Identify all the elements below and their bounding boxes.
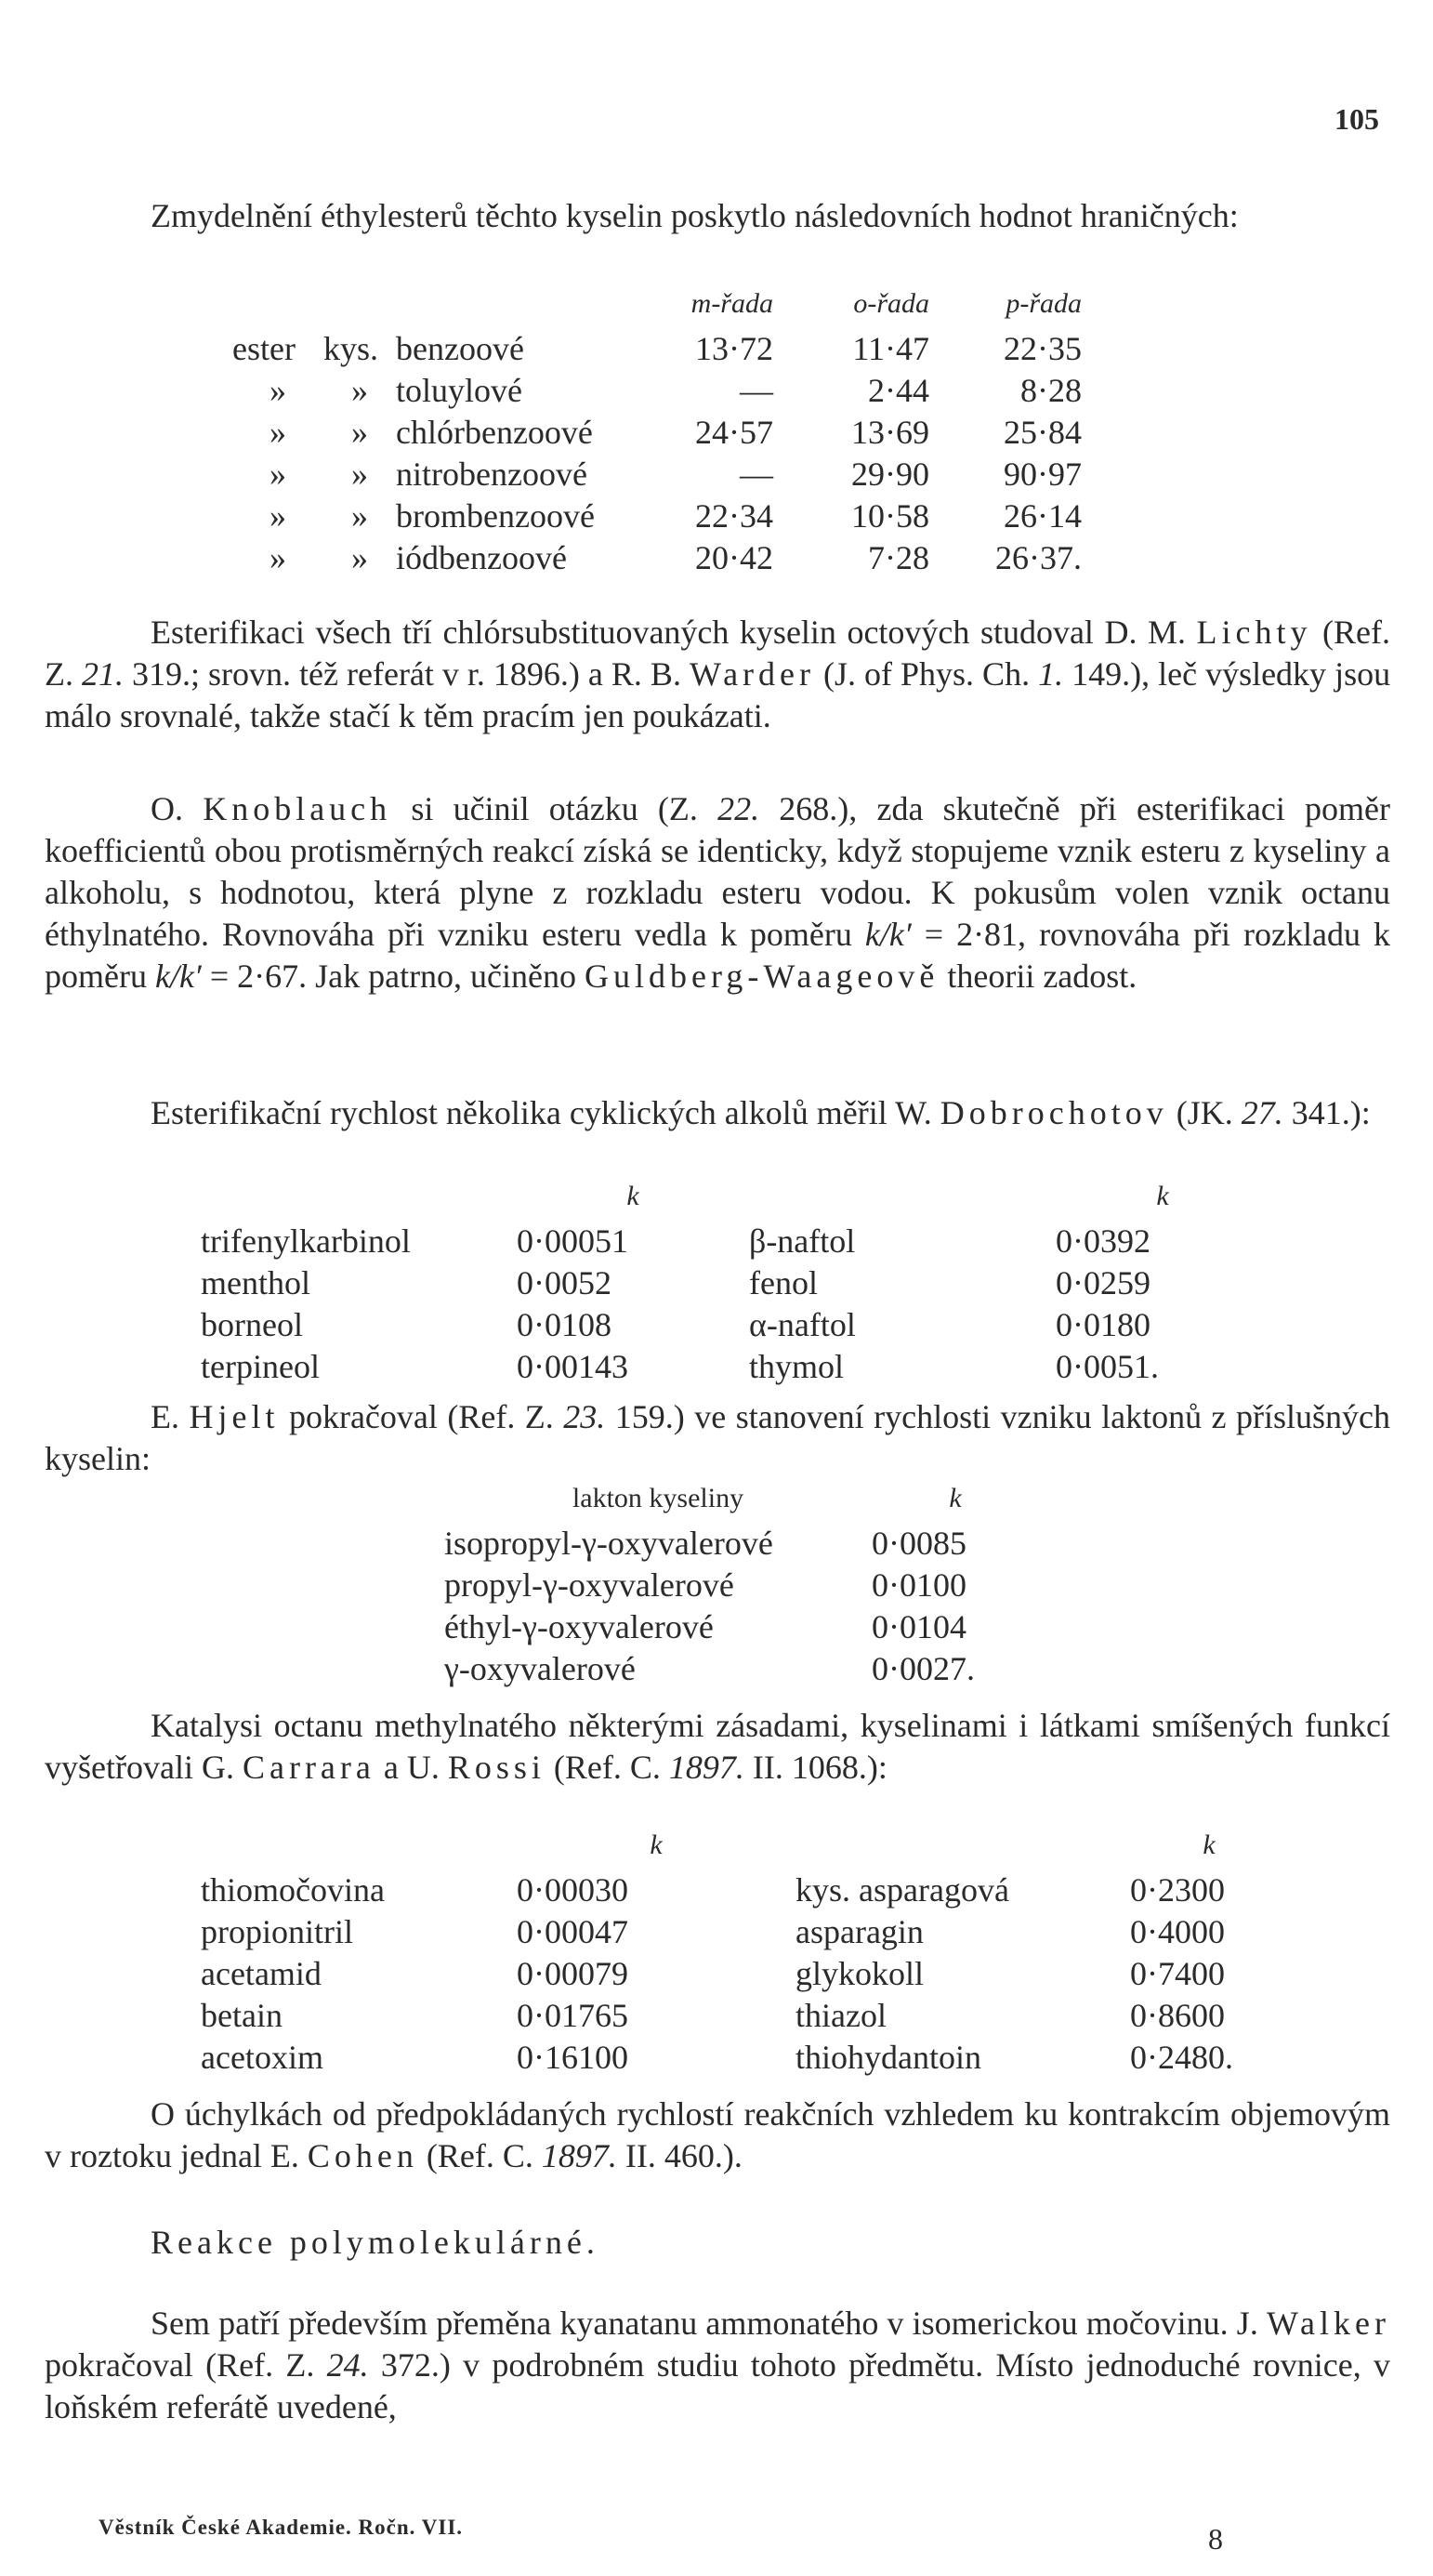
table-row (444, 1565, 1039, 1606)
value-cell: 11·47 (852, 330, 929, 367)
compound-name: thiomočovina (201, 1871, 385, 1909)
value-cell: 25·84 (1004, 414, 1082, 451)
intro-paragraph (45, 195, 1390, 237)
table-row (444, 1523, 1039, 1565)
value-cell: 0·0052 (517, 1264, 611, 1301)
table-row (201, 1911, 1288, 1953)
compound-name: β-naftol (749, 1222, 856, 1260)
paragraph-text: O. Knoblauch si učinil otázku (Z. 22. 268.), zda skutečně při esterifikaci poměr koefficientů obou protisměrných reakcí získá se identicky, když stopujeme vznik esteru z kyseliny a alkoholu, s hodnotou, která plyne z rozkladu esteru vodou. K pokusům volen vznik octanu éthylnatého. Rovnováha při vzniku esteru vedla k poměru k/k′ = 2·81, rovnováha při rozkladu k poměru k/k′ = 2·67. Jak patrno, učiněno Guldberg-Waageově theorii zadost. (45, 790, 1391, 995)
compound-name: γ-oxyvalerové (444, 1650, 636, 1687)
value-cell: 0·16100 (517, 2039, 628, 2076)
value-cell: 22·35 (1004, 330, 1082, 367)
ditto-mark: » (351, 497, 368, 535)
table-row (201, 1953, 1288, 1995)
table-header-row (232, 286, 1082, 328)
table-header-row (201, 1179, 1269, 1221)
ditto-mark: » (270, 456, 286, 493)
value-cell: 24·57 (695, 414, 773, 451)
compound-name: isopropyl-γ-oxyvalerové (444, 1525, 773, 1562)
volume-number: 24. (326, 2346, 369, 2384)
table-row (201, 1869, 1288, 1911)
table-row (232, 495, 1082, 537)
header-k: k (626, 1181, 639, 1211)
page-number: 105 (1334, 102, 1379, 136)
header-o-series: o-řada (853, 288, 929, 319)
acid-name: chlórbenzoové (396, 414, 593, 451)
paragraph-text: Esterifikaci všech tří chlórsubstituovaných kyselin octových studoval D. M. Lichty (Ref. Z. 21. 319.; srovn. též referát v r. 1896.) a R. B. Warder (J. of Phys. Ch. 1. 149.), leč výsledky jsou málo srovnalé, takže stačí k těm pracím jen poukázati. (45, 614, 1391, 734)
paragraph-text: O úchylkách od předpokládaných rychlostí reakčních vzhledem ku kontrakcím objemovým v roztoku jednal E. Cohen (Ref. C. 1897. II. 460.). (45, 2095, 1390, 2174)
author-name: Walker (1266, 2305, 1390, 2342)
header-p-series: p-řada (1006, 288, 1082, 319)
value-cell: 0·4000 (1130, 1913, 1225, 1950)
author-name: Warder (689, 655, 815, 693)
header-cell (396, 286, 665, 328)
value-cell: 0·0259 (1056, 1264, 1150, 1301)
value-cell: 0·00047 (517, 1913, 628, 1950)
paragraph-text: Katalysi octanu methylnatého některými zásadami, kyselinami i látkami smíšených funkcí vyšetřovali G. Carrara a U. Rossi (Ref. C. 1897. II. 1068.): (45, 1707, 1390, 1786)
compound-name: propionitril (201, 1913, 353, 1950)
value-cell: 0·0108 (517, 1306, 611, 1343)
value-cell: 0·8600 (1130, 1997, 1225, 2034)
header-lactone: lakton kyseliny (572, 1483, 744, 1513)
compound-name: kys. asparagová (795, 1871, 1009, 1909)
value-cell: — (740, 372, 773, 409)
ditto-mark: » (270, 372, 286, 409)
sheet-signature-mark: 8 (1208, 2522, 1223, 2556)
acid-name: brombenzoové (396, 497, 595, 535)
volume-number: 1. (1038, 655, 1064, 693)
table-header-row (201, 1828, 1288, 1869)
paragraph-text: E. Hjelt pokračoval (Ref. Z. 23. 159.) ve stanovení rychlosti vzniku laktonů z příslušných kyselin: (45, 1398, 1391, 1477)
table-row (201, 1304, 1269, 1346)
value-cell: 0·00051 (517, 1222, 628, 1260)
value-cell: 0·0027. (872, 1650, 975, 1687)
acid-name: benzoové (396, 330, 524, 367)
author-name: Carrara (242, 1749, 375, 1786)
paragraph-knoblauch (45, 788, 1390, 997)
compound-name: terpineol (201, 1348, 320, 1385)
value-cell: 13·72 (695, 330, 773, 367)
compound-name: propyl-γ-oxyvalerové (444, 1566, 734, 1604)
table-row (232, 412, 1082, 454)
compound-name: éthyl-γ-oxyvalerové (444, 1608, 714, 1645)
value-cell: 0·0104 (872, 1608, 966, 1645)
year-number: 1897. (668, 1749, 744, 1786)
compound-name: α-naftol (749, 1306, 856, 1343)
section-heading-block (45, 2222, 1390, 2264)
paragraph-esterification-chloro (45, 612, 1390, 737)
volume-number: 21. (82, 655, 125, 693)
table-cyclic-alcohols (201, 1179, 1269, 1388)
author-name: Rossi (447, 1749, 546, 1786)
value-cell: 0·01765 (517, 1997, 628, 2034)
author-name: Lichty (1196, 614, 1312, 651)
compound-name: trifenylkarbinol (201, 1222, 411, 1260)
value-cell: 0·0085 (872, 1525, 966, 1562)
acid-name: iódbenzoové (396, 539, 567, 576)
header-cell (201, 1828, 517, 1869)
journal-footer: Věstník České Akademie. Ročn. VII. (99, 2516, 464, 2539)
acid-name: nitrobenzoové (396, 456, 587, 493)
value-cell: 2·44 (868, 372, 929, 409)
value-cell: 0·2480. (1130, 2039, 1233, 2076)
header-cell (749, 1179, 1056, 1221)
table-ester-saponification (232, 286, 1082, 579)
ditto-mark: » (270, 414, 286, 451)
table-row (201, 1262, 1269, 1304)
value-cell: 0·00079 (517, 1955, 628, 1992)
value-cell: — (740, 456, 773, 493)
compound-name: betain (201, 1997, 283, 2034)
compound-name: menthol (201, 1264, 310, 1301)
volume-number: 22. (717, 790, 760, 827)
paragraph-walker (45, 2303, 1390, 2428)
value-cell: 0·0180 (1056, 1306, 1150, 1343)
table-row (444, 1648, 1039, 1690)
table-row (444, 1606, 1039, 1648)
author-name: Hjelt (189, 1398, 280, 1435)
table-row (201, 2037, 1288, 2079)
table-row (232, 370, 1082, 412)
value-cell: 90·97 (1004, 456, 1082, 493)
row-label: ester (232, 330, 296, 367)
ditto-mark: » (351, 414, 368, 451)
volume-number: 23. (563, 1398, 606, 1435)
header-cell (201, 1179, 517, 1221)
value-cell: 26·37. (995, 539, 1082, 576)
table-lactones (444, 1481, 1039, 1690)
paragraph-carrara-rossi (45, 1705, 1390, 1789)
year-number: 1897. (541, 2137, 617, 2174)
value-cell: 0·00143 (517, 1348, 628, 1385)
value-cell: 13·69 (851, 414, 929, 451)
value-cell: 0·00030 (517, 1871, 628, 1909)
header-k: k (1203, 1830, 1216, 1860)
value-cell: 7·28 (868, 539, 929, 576)
compound-name: thiohydantoin (795, 2039, 981, 2076)
header-k: k (1156, 1181, 1169, 1211)
compound-name: borneol (201, 1306, 303, 1343)
paragraph-dobrochotov (45, 1092, 1390, 1134)
compound-name: acetoxim (201, 2039, 323, 2076)
ditto-mark: » (351, 372, 368, 409)
ratio-symbol: k/k′ (154, 958, 202, 995)
section-heading: Reakce polymolekulárné. (151, 2224, 599, 2261)
author-name: Dobrochotov (940, 1094, 1168, 1131)
header-k: k (650, 1830, 663, 1860)
ditto-mark: » (270, 539, 286, 576)
author-name: Cohen (307, 2137, 418, 2174)
compound-name: thymol (749, 1348, 845, 1385)
table-catalysis (201, 1828, 1288, 2079)
value-cell: 0·0392 (1056, 1222, 1150, 1260)
table-header-row (444, 1481, 1039, 1523)
volume-number: 27. (1241, 1094, 1283, 1131)
value-cell: 10·58 (851, 497, 929, 535)
author-name: Knoblauch (203, 790, 392, 827)
value-cell: 22·34 (695, 497, 773, 535)
compound-name: acetamid (201, 1955, 322, 1992)
value-cell: 0·7400 (1130, 1955, 1225, 1992)
ratio-symbol: k/k′ (864, 916, 912, 953)
table-row (201, 1995, 1288, 2037)
value-cell: 0·0100 (872, 1566, 966, 1604)
ditto-mark: » (351, 456, 368, 493)
row-label: kys. (323, 330, 379, 367)
paragraph-text: Esterifikační rychlost několika cyklických alkolů měřil W. Dobrochotov (JK. 27. 341.): (151, 1094, 1371, 1131)
value-cell: 29·90 (851, 456, 929, 493)
header-cell (323, 286, 396, 328)
header-cell (795, 1828, 1130, 1869)
compound-name: glykokoll (795, 1955, 925, 1992)
compound-name: asparagin (795, 1913, 924, 1950)
table-row (201, 1221, 1269, 1262)
intro-text: Zmydelnění éthylesterů těchto kyselin poskytlo následovních hodnot hraničných: (151, 197, 1239, 234)
table-row (232, 454, 1082, 495)
header-cell (232, 286, 323, 328)
header-m-series: m-řada (690, 288, 773, 319)
value-cell: 0·2300 (1130, 1871, 1225, 1909)
ditto-mark: » (351, 539, 368, 576)
value-cell: 20·42 (695, 539, 773, 576)
ditto-mark: » (270, 497, 286, 535)
compound-name: thiazol (795, 1997, 887, 2034)
acid-name: toluylové (396, 372, 522, 409)
table-row (201, 1346, 1269, 1388)
value-cell: 0·0051. (1056, 1348, 1159, 1385)
paragraph-text: Sem patří především přeměna kyanatanu ammonatého v isomerickou močovinu. J. Walker pokračoval (Ref. Z. 24. 372.) v podrobném studiu tohoto předmětu. Místo jednoduché rovnice, v loňském referátě uvedené, (45, 2305, 1391, 2425)
value-cell: 8·28 (1020, 372, 1082, 409)
author-name: Guldberg-Waageově (585, 958, 940, 995)
compound-name: fenol (749, 1264, 818, 1301)
value-cell: 26·14 (1004, 497, 1082, 535)
paragraph-cohen (45, 2094, 1390, 2177)
table-row (232, 328, 1082, 370)
table-row (232, 537, 1082, 579)
paragraph-hjelt (45, 1396, 1390, 1480)
header-k: k (949, 1483, 962, 1513)
